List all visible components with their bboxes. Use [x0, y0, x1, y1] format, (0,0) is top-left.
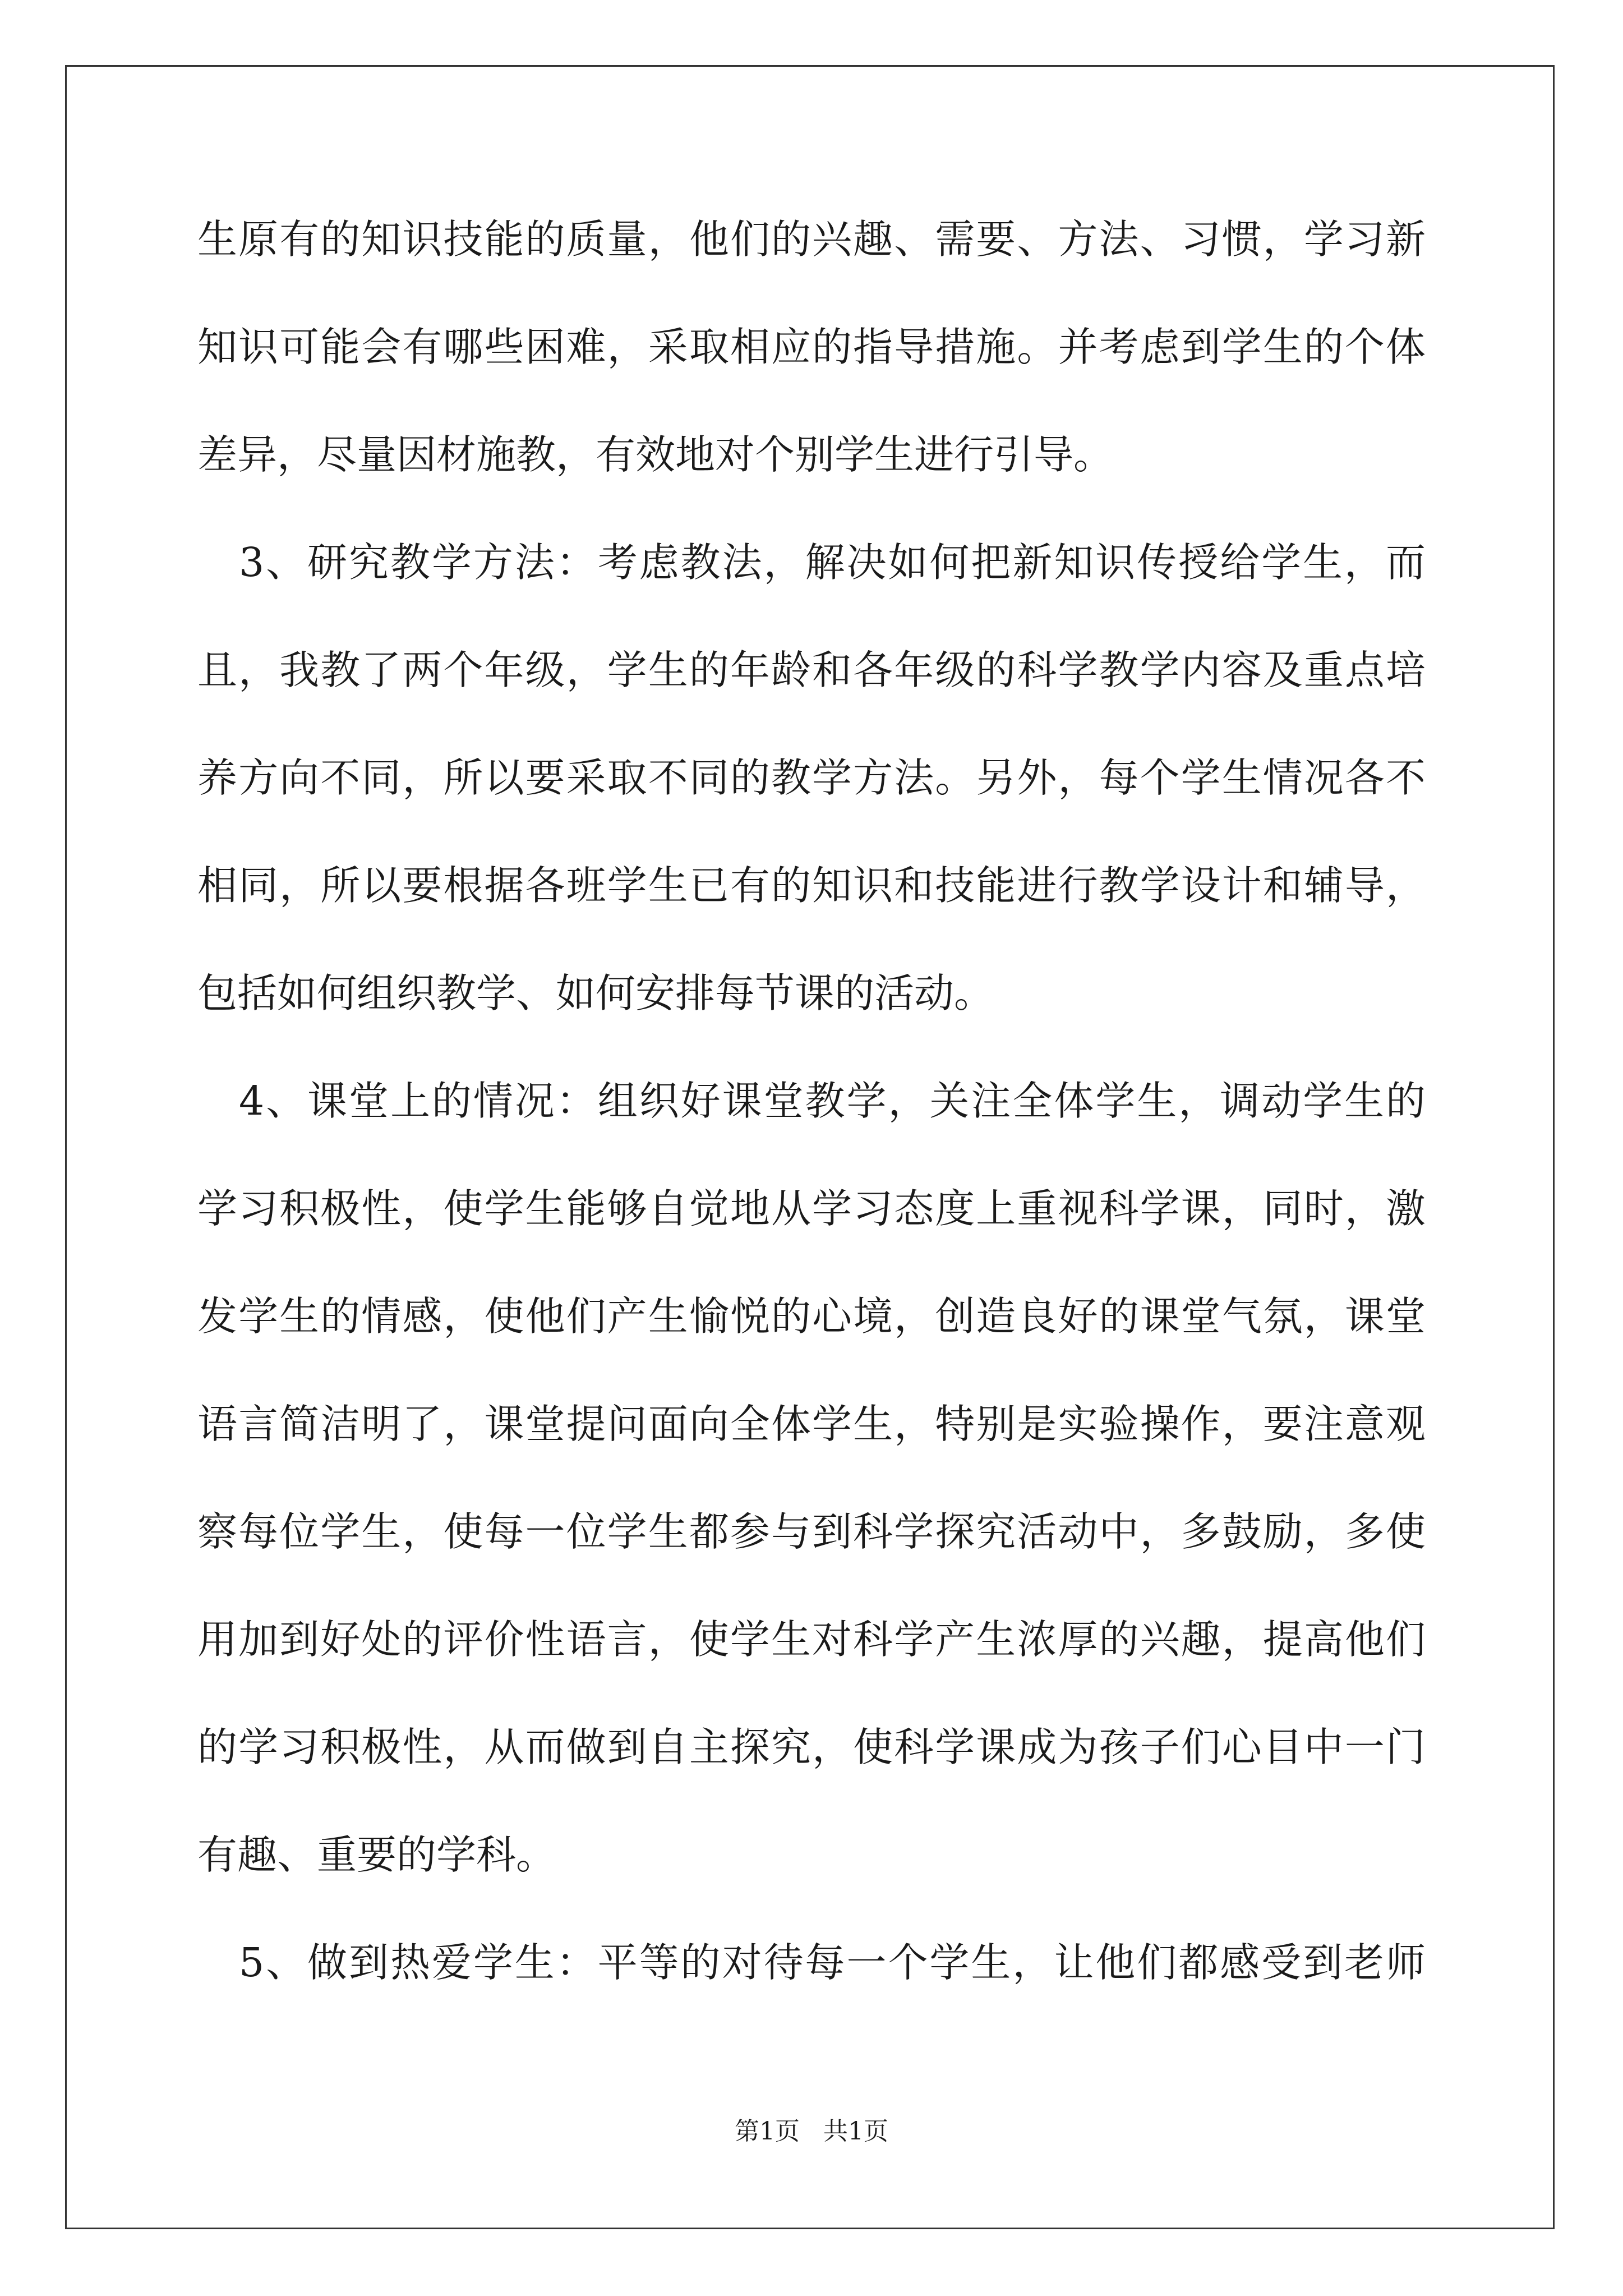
text-line: 发学生的情感，使他们产生愉悦的心境，创造良好的课堂气氛，课堂: [197, 1293, 1426, 1340]
text-line: 5、做到热爱学生：平等的对待每一个学生，让他们都感受到老师: [197, 1939, 1426, 1986]
text-line: 知识可能会有哪些困难，采取相应的指导措施。并考虑到学生的个体: [197, 324, 1426, 370]
text-line: 察每位学生，使每一位学生都参与到科学探究活动中，多鼓励，多使: [197, 1508, 1426, 1555]
text-line: 且，我教了两个年级，学生的年龄和各年级的科学教学内容及重点培: [197, 647, 1426, 693]
text-line: 用加到好处的评价性语言，使学生对科学产生浓厚的兴趣，提高他们: [197, 1616, 1426, 1663]
text-line: 生原有的知识技能的质量，他们的兴趣、需要、方法、习惯，学习新: [197, 216, 1426, 263]
document-body: [197, 209, 1426, 2040]
text-line: 养方向不同，所以要采取不同的教学方法。另外，每个学生情况各不: [197, 754, 1426, 801]
text-line: 学习积极性，使学生能够自觉地从学习态度上重视科学课，同时，激: [197, 1185, 1426, 1232]
text-line: 差异，尽量因材施教，有效地对个别学生进行引导。: [197, 431, 1114, 478]
text-line: 包括如何组织教学、如何安排每节课的活动。: [197, 970, 994, 1016]
text-line: 有趣、重要的学科。: [197, 1832, 556, 1878]
text-line: 3、研究教学方法：考虑教法，解决如何把新知识传授给学生，而: [197, 539, 1426, 586]
text-line: 语言简洁明了，课堂提问面向全体学生，特别是实验操作，要注意观: [197, 1401, 1426, 1447]
text-line: 的学习积极性，从而做到自主探究，使科学课成为孩子们心目中一门: [197, 1724, 1426, 1770]
text-line: 4、课堂上的情况：组织好课堂教学，关注全体学生，调动学生的: [197, 1078, 1426, 1124]
page-footer: 第1页 共1页: [735, 2117, 888, 2146]
text-line: 相同，所以要根据各班学生已有的知识和技能进行教学设计和辅导，: [197, 862, 1426, 909]
